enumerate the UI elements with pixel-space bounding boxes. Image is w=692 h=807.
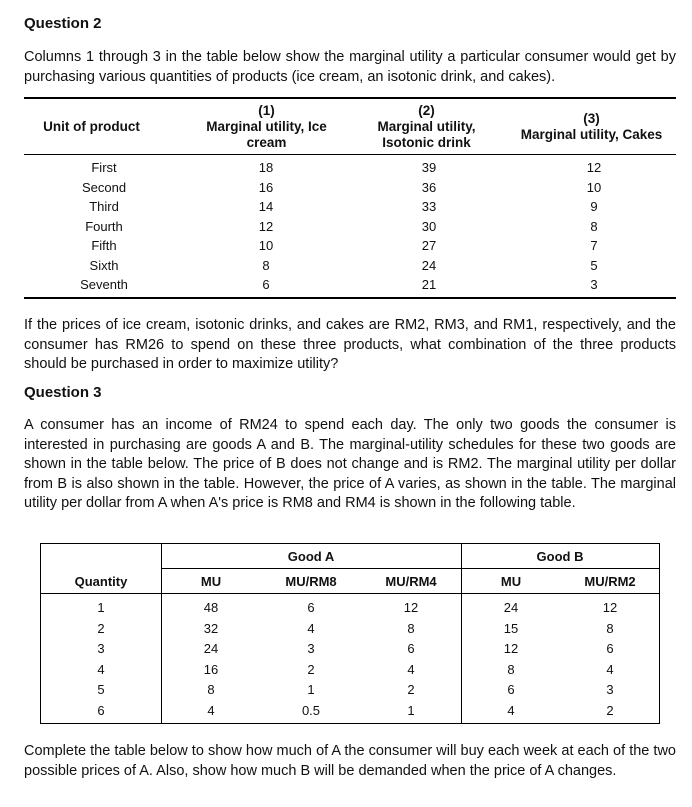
question-3-closing: Complete the table below to show how much of A the consumer will buy each week at each of the two possible prices of A. Also, show how much B will be demanded when the price of A changes. (24, 743, 676, 779)
cell-drink: 24 (421, 257, 437, 273)
cell-mu-a: 32 (203, 620, 219, 636)
cell-cake: 5 (590, 257, 598, 273)
header-quantity: Quantity (74, 574, 128, 589)
cell-ice: 16 (258, 179, 274, 195)
cell-quantity: 4 (97, 661, 105, 677)
cell-ice: 12 (258, 218, 274, 234)
cell-cake: 12 (586, 160, 602, 175)
cell-mu-a: 24 (203, 641, 219, 656)
table-header-rule (24, 154, 676, 155)
cell-mu-rm2: 12 (602, 600, 618, 615)
row-unit: Fourth (85, 218, 123, 234)
mu-per-dollar-table (40, 543, 660, 724)
cell-mu-a: 4 (207, 702, 215, 718)
header-mu-a: MU (200, 574, 222, 589)
question-3-title: Question 3 (24, 384, 102, 401)
header-mu-rm2: MU/RM2 (584, 574, 636, 589)
header-mu-b: MU (500, 574, 522, 589)
cell-mu-rm2: 6 (606, 641, 614, 656)
cell-mu-rm4: 4 (407, 661, 415, 677)
cell-cake: 10 (586, 179, 602, 195)
cell-mu-a: 48 (203, 600, 219, 615)
cell-quantity: 3 (97, 641, 105, 656)
cell-ice: 18 (258, 160, 274, 175)
header-unit: Unit of product (43, 119, 140, 134)
cell-mu-rm8: 0.5 (301, 702, 321, 718)
cell-drink: 27 (421, 238, 437, 253)
header-col2-line2: Isotonic drink (382, 135, 471, 150)
row-unit: First (91, 160, 117, 175)
cell-quantity: 5 (97, 682, 105, 697)
cell-cake: 8 (590, 218, 598, 234)
cell-ice: 8 (262, 257, 270, 273)
cell-drink: 36 (421, 179, 437, 195)
cell-mu-rm4: 8 (407, 620, 415, 636)
header-col2-num: (2) (418, 103, 435, 118)
header-rule (41, 593, 659, 594)
cell-mu-b: 4 (507, 702, 515, 718)
cell-ice: 6 (262, 277, 270, 292)
cell-mu-rm8: 3 (307, 641, 315, 656)
cell-mu-rm2: 4 (606, 661, 614, 677)
table-top-rule (24, 97, 676, 99)
good-b-header: Good B (536, 549, 584, 564)
question-2-intro: Columns 1 through 3 in the table below show the marginal utility a particular consumer would get by purchasing various quantities of products (ice cream, an isotonic drink, and cakes). (24, 49, 676, 85)
header-col1 (184, 103, 349, 151)
row-unit: Third (89, 199, 119, 214)
cell-mu-rm8: 4 (307, 620, 315, 636)
cell-cake: 7 (590, 238, 598, 253)
cell-mu-b: 12 (503, 641, 519, 656)
row-unit: Second (81, 179, 127, 195)
cell-quantity: 6 (97, 702, 105, 718)
header-col3-num: (3) (583, 111, 600, 126)
row-unit: Fifth (91, 238, 117, 253)
cell-mu-b: 15 (503, 620, 519, 636)
cell-quantity: 2 (97, 620, 105, 636)
cell-mu-rm4: 6 (407, 641, 415, 656)
cell-mu-b: 8 (507, 661, 515, 677)
cell-mu-a: 8 (207, 682, 215, 697)
row-unit: Sixth (89, 257, 119, 273)
cell-mu-rm8: 1 (307, 682, 315, 697)
cell-ice: 10 (258, 238, 274, 253)
cell-mu-b: 6 (507, 682, 515, 697)
cell-mu-rm4: 1 (407, 702, 415, 718)
cell-mu-b: 24 (503, 600, 519, 615)
header-col3-line1: Marginal utility, Cakes (520, 127, 663, 142)
cell-drink: 30 (421, 218, 437, 234)
cell-mu-rm2: 2 (606, 702, 614, 718)
cell-quantity: 1 (97, 600, 105, 615)
cell-mu-rm8: 2 (307, 661, 315, 677)
cell-drink: 33 (421, 199, 437, 214)
header-mu-rm8: MU/RM8 (285, 574, 337, 589)
good-a-header: Good A (287, 549, 335, 564)
group-header-rule (161, 568, 659, 569)
header-col2 (359, 103, 494, 151)
header-col1-line1: Marginal utility, Ice (206, 119, 327, 134)
cell-mu-rm4: 12 (403, 600, 419, 615)
header-col1-num: (1) (258, 103, 275, 118)
cell-mu-rm8: 6 (307, 600, 315, 615)
cell-ice: 14 (258, 199, 274, 214)
question-3-intro: A consumer has an income of RM24 to spend each day. The only two goods the consumer is interested in purchasing are goods A and B. The marginal-utility schedules for these two goods are shown in the table below. The price of B does not change and is RM2. The marginal utility per dollar from B is also shown in the table. However, the price of A varies, as shown in the table. The marginal utility per dollar from A when A's price is RM8 and RM4 is shown in the following table. (24, 417, 676, 511)
cell-mu-rm2: 3 (606, 682, 614, 697)
cell-mu-rm4: 2 (407, 682, 415, 697)
cell-mu-a: 16 (203, 661, 219, 677)
cell-drink: 21 (421, 277, 437, 292)
header-col2-line1: Marginal utility, (377, 119, 476, 134)
question-2-title: Question 2 (24, 15, 102, 32)
header-mu-rm4: MU/RM4 (385, 574, 437, 589)
question-2-prompt: If the prices of ice cream, isotonic drinks, and cakes are RM2, RM3, and RM1, respectively, and the consumer has RM26 to spend on these three products, what combination of the three products should be purchased in order to maximize utility? (24, 317, 676, 372)
cell-drink: 39 (421, 160, 437, 175)
row-unit: Seventh (80, 277, 128, 292)
table-bottom-rule (24, 297, 676, 299)
header-col1-line2: cream (246, 135, 287, 150)
cell-mu-rm2: 8 (606, 620, 614, 636)
header-col3 (504, 111, 679, 143)
cell-cake: 3 (590, 277, 598, 292)
cell-cake: 9 (590, 199, 598, 214)
